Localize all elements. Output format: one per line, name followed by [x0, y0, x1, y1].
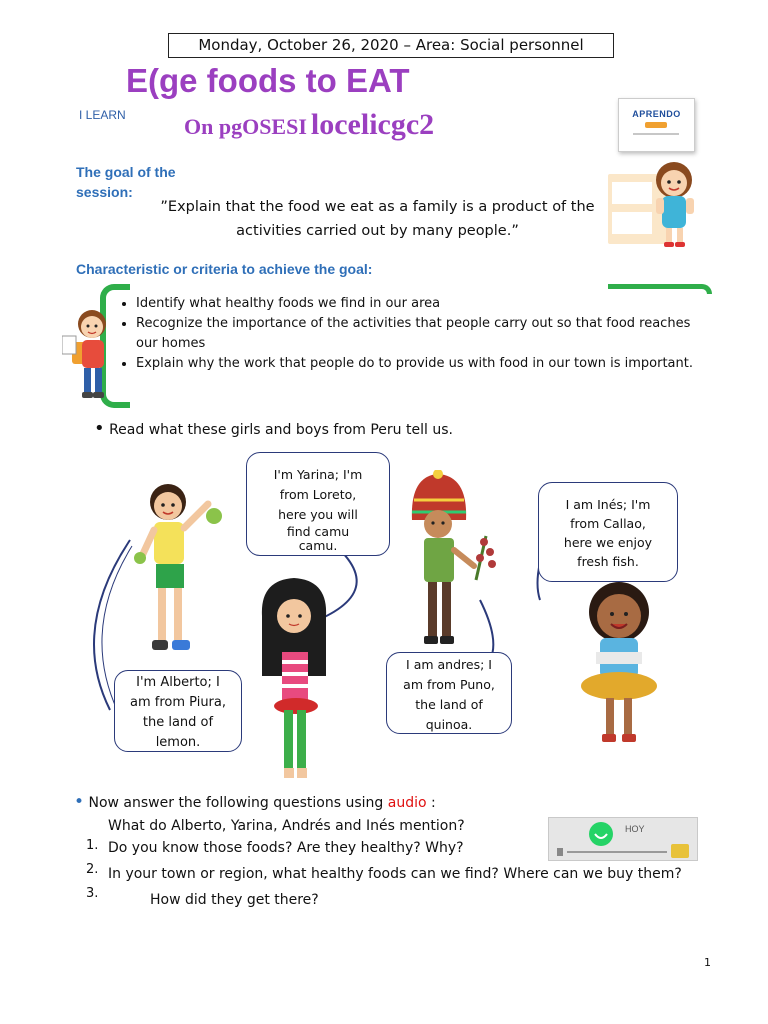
bubble-line: I am Inés; I'm: [565, 497, 651, 512]
criteria-item: • Explain why the work that people do to provide us with food in our town is important.: [136, 354, 696, 374]
whatsapp-audio-image: [548, 817, 698, 861]
bubble-line: camu.: [298, 538, 338, 553]
aprendo-logo: [618, 98, 695, 152]
bullet: •: [74, 792, 85, 812]
date-area-header: Monday, October 26, 2020 – Area: Social personnel: [168, 33, 614, 58]
read-instruction-text: Read what these girls and boys from Peru tell us.: [109, 422, 453, 438]
page-title: E(ge foods to EAT: [126, 62, 410, 99]
bubble-line: find camu: [286, 524, 350, 539]
bubble-line: here you will: [278, 507, 358, 522]
yarina-illustration: [256, 576, 332, 781]
bubble-line: the land of: [142, 715, 214, 730]
bubble-line: the land of: [415, 697, 483, 712]
bubble-line: lemon.: [155, 735, 201, 750]
bubble-line: quinoa.: [425, 717, 473, 732]
girl-illustration: [606, 158, 716, 250]
ines-speech-bubble: [538, 482, 678, 582]
question-1: Do you know those foods? Are they healthy? Why?: [108, 840, 464, 856]
answer-instruction-suffix: :: [431, 795, 436, 811]
bubble-line: fresh fish.: [577, 554, 639, 569]
subtitle-part-2: locelicgc2: [310, 108, 435, 141]
bubble-line: here we enjoy: [563, 535, 653, 550]
bubble-line: I'm Alberto; I: [136, 675, 220, 690]
audio-keyword: audio: [387, 795, 427, 811]
goal-text: ”Explain that the food we eat as a family is a product of the activities carried out by many people.”: [160, 199, 595, 239]
criteria-frame-right: [608, 284, 712, 294]
bubble-line: am from Piura,: [130, 695, 226, 710]
i-learn-label: I LEARN: [79, 108, 126, 122]
yarina-speech-bubble: [246, 452, 390, 556]
read-instruction: [94, 418, 453, 439]
question-number-2: 2.: [86, 862, 99, 877]
question-2: In your town or region, what healthy foods can we find? Where can we buy them?: [108, 866, 682, 882]
bubble-line: am from Puno,: [403, 677, 495, 692]
whatsapp-icon: [549, 818, 699, 862]
criteria-item: • Identify what healthy foods we find in our area: [136, 294, 696, 314]
logo-ribbon: [645, 122, 667, 128]
andres-illustration: [400, 470, 510, 648]
bubble-line: I am andres; I: [406, 657, 492, 672]
criteria-list: [118, 294, 696, 374]
criteria-label: Characteristic or criteria to achieve the goal:: [76, 261, 373, 277]
bubble-line: I'm Yarina; I'm: [273, 467, 363, 482]
answer-instruction: [74, 792, 436, 812]
question-3: How did they get there?: [150, 892, 319, 908]
question-0: What do Alberto, Yarina, Andrés and Inés mention?: [108, 818, 465, 834]
logo-text: APRENDO: [632, 109, 681, 119]
page-number: 1: [704, 956, 711, 969]
goal-label: The goal of the session:: [76, 164, 176, 200]
criteria-item: • Recognize the importance of the activities that people carry out so that food reaches our homes: [136, 314, 696, 354]
question-number-1: 1.: [86, 838, 99, 853]
subtitle-part-1: On pgOSESI: [184, 114, 307, 139]
ines-illustration: [566, 578, 672, 746]
bubble-line: from Loreto,: [279, 487, 357, 502]
whatsapp-label: HOY: [625, 824, 645, 834]
page-subtitle: [184, 108, 434, 142]
boy-with-backpack-illustration: [62, 306, 122, 406]
bubble-line: from Callao,: [570, 516, 646, 531]
question-number-3: 3.: [86, 886, 99, 901]
answer-instruction-prefix: Now answer the following questions using: [88, 795, 384, 811]
andres-speech-bubble: [386, 652, 512, 734]
alberto-speech-bubble: [114, 670, 242, 752]
bullet: •: [94, 418, 105, 439]
logo-underline: [633, 133, 679, 135]
alberto-illustration: [128, 480, 228, 665]
